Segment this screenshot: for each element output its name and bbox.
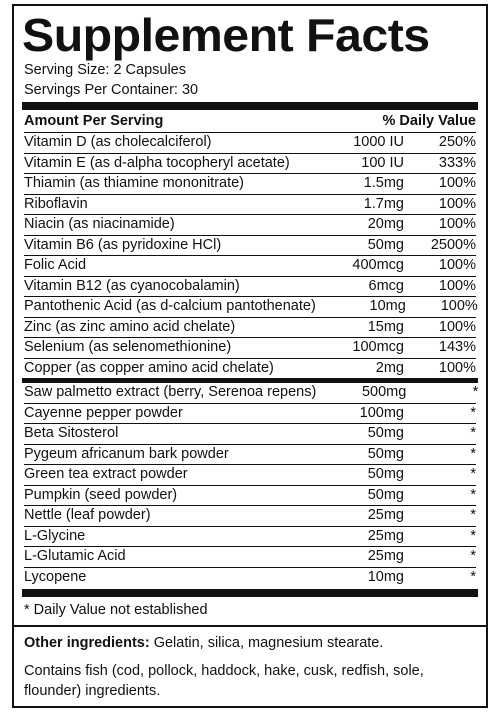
nutrient-row	[24, 256, 476, 277]
nutrient-amount: 50mg	[367, 425, 404, 441]
footer-separator	[14, 625, 486, 627]
nutrient-name: Riboflavin	[24, 195, 88, 212]
thick-divider	[22, 102, 478, 110]
nutrient-amount: 50mg	[367, 236, 404, 253]
nutrient-amount: 6mcg	[368, 277, 404, 294]
nutrient-amount: 1000 IU	[353, 134, 404, 150]
thick-divider-bottom	[22, 589, 478, 597]
nutrient-daily-value: *	[470, 507, 476, 523]
nutrient-amount: 100mg	[359, 404, 404, 421]
nutrient-name: L-Glycine	[24, 527, 86, 544]
nutrient-amount: 25mg	[367, 507, 404, 523]
nutrient-row	[24, 547, 476, 568]
nutrient-name: Beta Sitosterol	[24, 425, 119, 441]
amount-per-serving-heading: Amount Per Serving	[24, 113, 164, 129]
nutrient-daily-value: 100%	[438, 359, 476, 376]
nutrient-name: Thiamin (as thiamine mononitrate)	[24, 175, 245, 191]
nutrient-daily-value: 100%	[438, 216, 476, 232]
nutrient-name: Vitamin E (as d-alpha tocopheryl acetate)	[24, 154, 290, 171]
nutrient-row	[24, 506, 476, 527]
nutrient-row	[24, 297, 476, 318]
serving-size: Serving Size: 2 Capsules	[24, 62, 186, 78]
nutrient-amount: 25mg	[367, 548, 404, 564]
supplement-facts-panel	[12, 4, 488, 708]
nutrient-daily-value: *	[470, 404, 476, 421]
allergen-statement: Contains fish (cod, pollock, haddock, hake, cusk, redfish, sole, flounder) ingredients.	[24, 663, 424, 699]
nutrient-daily-value: 100%	[438, 318, 476, 335]
nutrient-daily-value: 143%	[438, 339, 476, 355]
nutrient-name: L-Glutamic Acid	[24, 548, 126, 564]
nutrient-name: Pygeum africanum bark powder	[24, 445, 229, 462]
nutrient-daily-value: 100%	[438, 195, 476, 212]
nutrient-row	[24, 465, 476, 486]
nutrient-row	[24, 277, 476, 298]
other-ingredients	[24, 633, 476, 653]
nutrient-row	[24, 404, 476, 425]
nutrient-daily-value: 250%	[438, 134, 476, 150]
nutrient-row	[24, 424, 476, 445]
nutrient-row	[24, 486, 476, 507]
nutrient-row	[24, 338, 476, 359]
botanicals-table	[14, 383, 486, 587]
vitamins-table	[14, 133, 486, 378]
nutrient-daily-value: 100%	[438, 175, 476, 191]
nutrient-name: Selenium (as selenomethionine)	[24, 339, 232, 355]
nutrient-amount: 50mg	[367, 486, 404, 503]
nutrient-daily-value: *	[470, 486, 476, 503]
nutrient-name: Pumpkin (seed powder)	[24, 486, 178, 503]
nutrient-daily-value: 333%	[438, 154, 476, 171]
nutrient-daily-value: *	[470, 425, 476, 441]
daily-value-footnote: * Daily Value not established	[24, 602, 208, 618]
servings-per-container: Servings Per Container: 30	[24, 82, 199, 98]
nutrient-name: Pantothenic Acid (as d-calcium pantothenate)	[24, 298, 316, 314]
nutrient-row	[24, 527, 476, 548]
column-header	[24, 110, 476, 133]
nutrient-amount: 25mg	[367, 527, 404, 544]
nutrient-amount: 1.5mg	[363, 175, 404, 191]
nutrient-daily-value: *	[472, 384, 479, 400]
nutrient-daily-value: *	[470, 445, 476, 462]
nutrient-amount: 10mg	[367, 568, 404, 585]
nutrient-name: Folic Acid	[24, 257, 87, 273]
nutrient-daily-value: *	[470, 568, 476, 585]
nutrient-name: Nettle (leaf powder)	[24, 507, 151, 523]
nutrient-daily-value: *	[470, 466, 476, 482]
nutrient-amount: 1.7mg	[363, 195, 404, 212]
nutrient-row	[24, 318, 476, 339]
nutrient-amount: 15mg	[367, 318, 404, 335]
nutrient-row	[24, 383, 479, 404]
panel-title: Supplement Facts	[22, 9, 430, 61]
nutrient-name: Vitamin B12 (as cyanocobalamin)	[24, 277, 240, 294]
nutrient-amount: 100mcg	[352, 339, 404, 355]
nutrient-amount: 2mg	[375, 359, 404, 376]
nutrient-daily-value: 100%	[438, 277, 476, 294]
nutrient-name: Lycopene	[24, 568, 87, 585]
nutrient-daily-value: *	[470, 527, 476, 544]
nutrient-row	[24, 359, 476, 379]
nutrient-name: Cayenne pepper powder	[24, 404, 183, 421]
nutrient-row	[24, 195, 476, 216]
nutrient-amount: 10mg	[369, 298, 406, 314]
nutrient-daily-value: 2500%	[430, 236, 476, 253]
nutrient-row	[24, 174, 476, 195]
nutrient-amount: 50mg	[367, 466, 404, 482]
daily-value-heading: % Daily Value	[382, 113, 476, 129]
nutrient-amount: 500mg	[361, 384, 407, 400]
nutrient-name: Niacin (as niacinamide)	[24, 216, 175, 232]
nutrient-name: Zinc (as zinc amino acid chelate)	[24, 318, 236, 335]
nutrient-row	[24, 568, 476, 588]
nutrient-daily-value: *	[470, 548, 476, 564]
nutrient-amount: 100 IU	[361, 154, 404, 171]
nutrient-row	[24, 445, 476, 466]
nutrient-daily-value: 100%	[440, 298, 478, 314]
other-ingredients-text: Gelatin, silica, magnesium stearate.	[149, 635, 384, 651]
nutrient-amount: 50mg	[367, 445, 404, 462]
nutrient-name: Vitamin B6 (as pyridoxine HCl)	[24, 236, 222, 253]
other-ingredients-label: Other ingredients:	[24, 635, 150, 651]
nutrient-name: Green tea extract powder	[24, 466, 188, 482]
nutrient-name: Copper (as copper amino acid chelate)	[24, 359, 274, 376]
nutrient-name: Saw palmetto extract (berry, Serenoa repens)	[24, 384, 317, 400]
nutrient-amount: 400mcg	[352, 257, 404, 273]
nutrient-row	[24, 133, 476, 154]
nutrient-amount: 20mg	[367, 216, 404, 232]
nutrient-row	[24, 236, 476, 257]
nutrient-name: Vitamin D (as cholecalciferol)	[24, 134, 212, 150]
nutrient-row	[24, 154, 476, 175]
nutrient-row	[24, 215, 476, 236]
nutrient-daily-value: 100%	[438, 257, 476, 273]
